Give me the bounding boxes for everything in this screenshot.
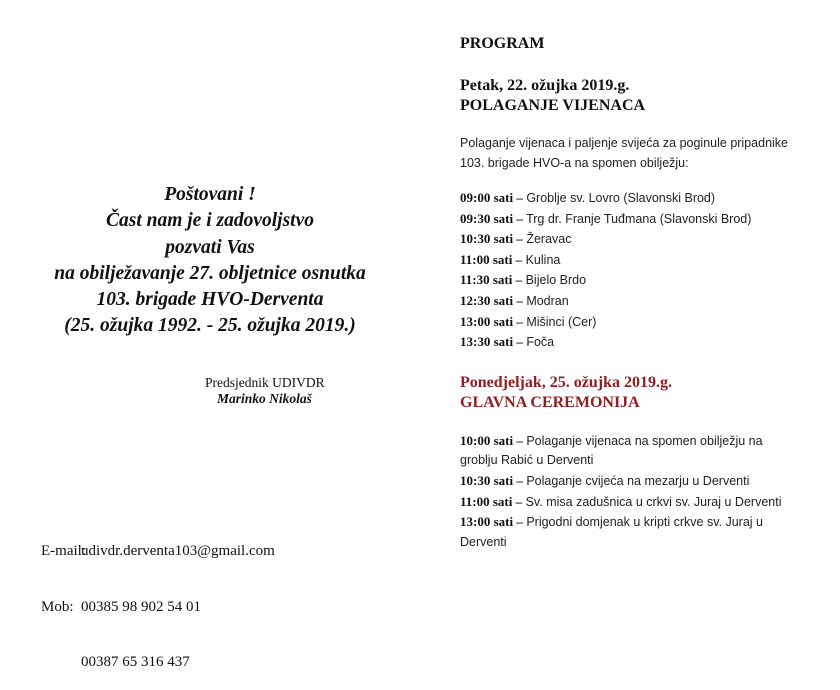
schedule-row: 10:30 sati – Polaganje cvijeća na mezarju u Derventi (460, 472, 750, 488)
day1-heading: POLAGANJE VIJENACA (460, 97, 646, 114)
signature-name: Marinko Nikolaš (217, 391, 312, 406)
schedule-row-continued: groblju Rabić u Derventi (460, 453, 594, 468)
invitation-line: na obilježavanje 27. obljetnice osnutka (54, 262, 366, 284)
contact-block (41, 505, 275, 690)
schedule-row: 13:00 sati – Prigodni domjenak u kripti crkve sv. Juraj u (460, 514, 763, 530)
schedule-row: 09:30 sati – Trg dr. Franje Tuđmana (Slavonski Brod) (460, 210, 752, 226)
schedule-row: 12:30 sati – Modran (460, 292, 569, 308)
phone-number: 00387 65 316 437 (81, 654, 190, 670)
schedule-row: 11:00 sati – Sv. misa zadušnica u crkvi sv. Juraj u Derventi (460, 493, 782, 509)
day2-schedule (460, 431, 830, 553)
program-title: PROGRAM (460, 35, 545, 52)
day2-date: Ponedjeljak, 25. ožujka 2019.g. (460, 373, 672, 391)
signature-title: Predsjednik UDIVDR (205, 375, 325, 390)
signature-block (205, 375, 405, 407)
schedule-row: 11:30 sati – Bijelo Brdo (460, 272, 587, 288)
phone-number: 00385 98 902 54 01 (81, 598, 201, 615)
schedule-row: 11:00 sati – Kulina (460, 251, 561, 267)
email-address[interactable]: udivdr.derventa103@gmail.com (81, 543, 275, 559)
mob-label: Mob: (41, 598, 74, 615)
schedule-row-continued: Derventi (460, 534, 507, 549)
program-column (460, 34, 830, 552)
day1-intro: Polaganje vijenaca i paljenje svijeća za poginule pripadnike 103. brigade HVO-a na spomen obilježju: (460, 136, 788, 170)
invitation-line: pozvati Vas (165, 236, 255, 258)
day1-date: Petak, 22. ožujka 2019.g. (460, 77, 630, 94)
schedule-row: 13:00 sati – Mišinci (Cer) (460, 313, 597, 329)
schedule-row: 09:00 sati – Groblje sv. Lovro (Slavonski Brod) (460, 190, 716, 205)
invitation-line: 103. brigade HVO-Derventa (96, 289, 324, 311)
invitation-line: Čast nam je i zadovoljstvo (105, 210, 314, 232)
invitation-dates: (25. ožujka 1992. - 25. ožujka 2019.) (64, 315, 356, 337)
email-label: E-mail: (41, 543, 86, 559)
day1-schedule (460, 188, 830, 353)
day2-heading: GLAVNA CEREMONIJA (460, 393, 640, 411)
schedule-row: 13:30 sati – Foča (460, 334, 555, 350)
schedule-row: 10:30 sati – Žeravac (460, 231, 572, 247)
greeting: Poštovani ! (164, 184, 256, 205)
invitation-text (20, 182, 400, 340)
schedule-row: 10:00 sati – Polaganje vijenaca na spomen obilježju na (460, 432, 763, 448)
